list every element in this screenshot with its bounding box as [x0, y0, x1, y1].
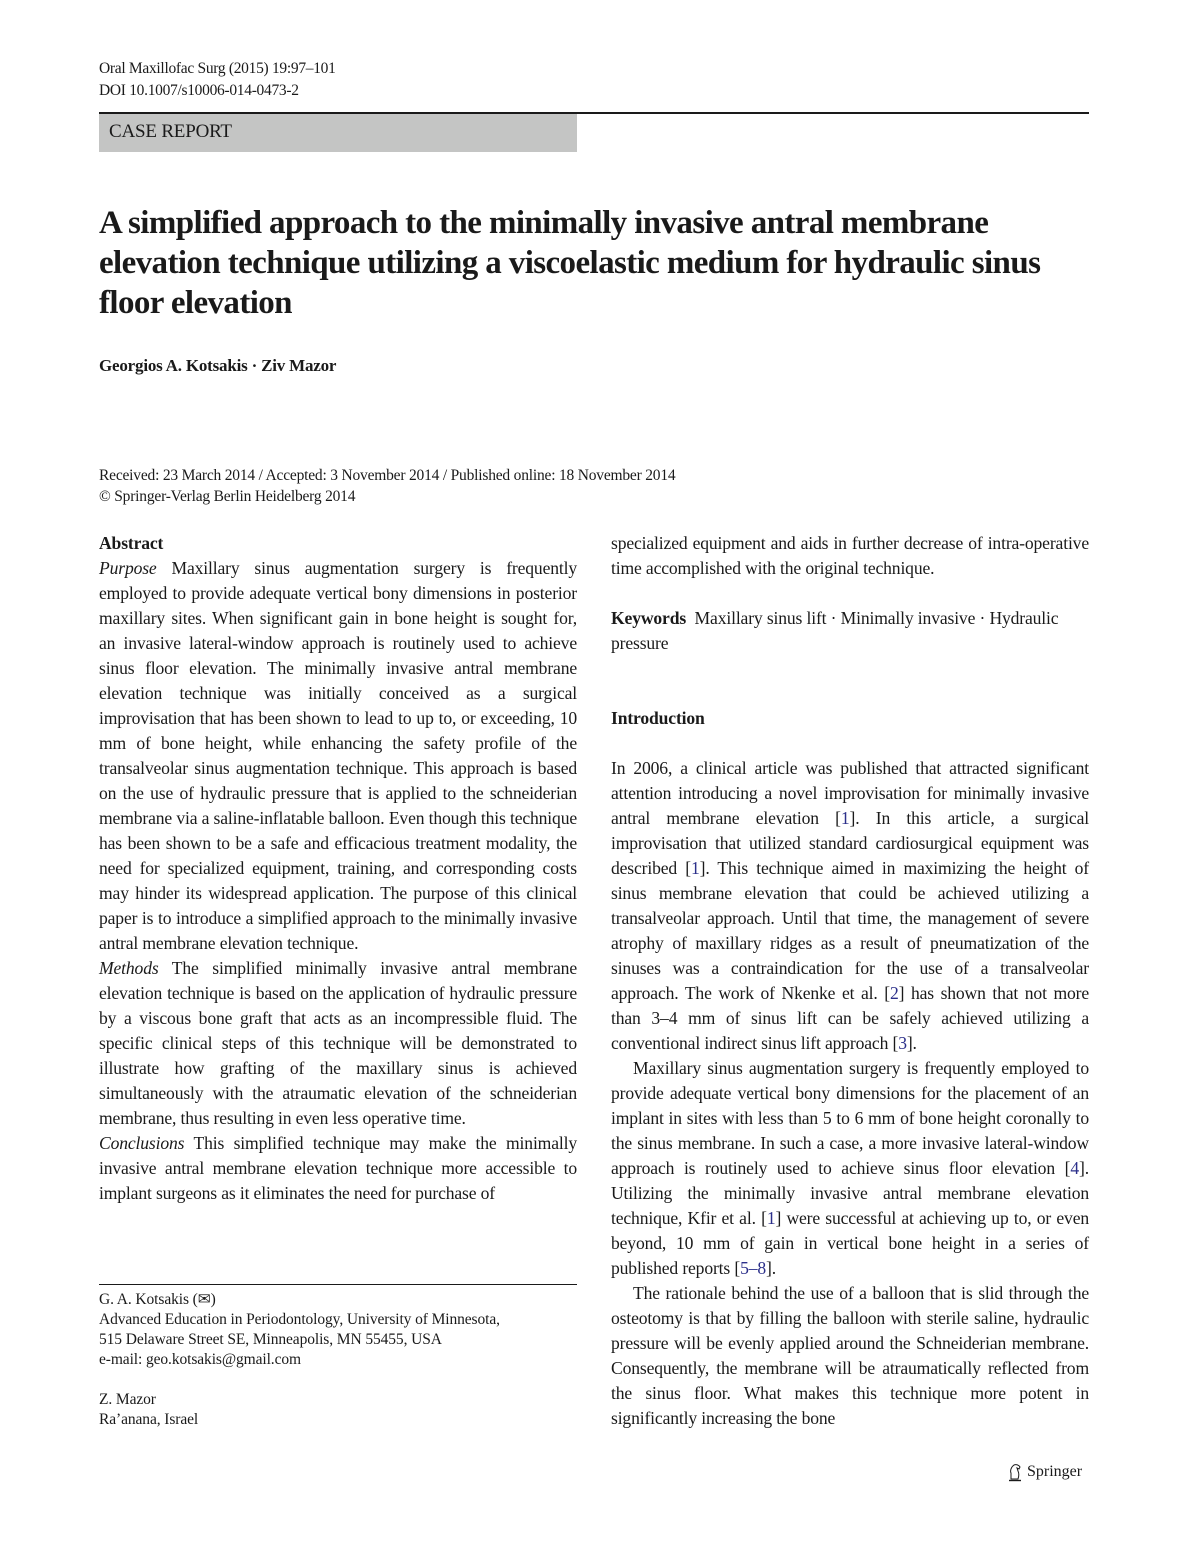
citation-link[interactable]: 1 — [690, 858, 700, 878]
citation-link[interactable]: 3 — [898, 1033, 907, 1053]
abstract-purpose — [99, 556, 577, 956]
text-run: ]. Utilizing the minimally invasive antral membrane elevation technique, Kfir et al. [ — [611, 1158, 1089, 1228]
conclusions-text: This simplified technique may make the minimally invasive antral membrane elevation technique more accessible to implant surgeons as it eliminates the need for purchase of — [99, 1133, 577, 1203]
citation-link[interactable]: 2 — [889, 983, 899, 1003]
article-type-label: CASE REPORT — [109, 121, 232, 142]
keywords — [611, 606, 1089, 656]
right-column — [611, 531, 1089, 1431]
text-run: ] were successful at achieving up to, or even beyond, 10 mm of gain in vertical bone height in a series of published reports [ — [611, 1208, 1090, 1278]
spacer — [611, 581, 1089, 606]
intro-paragraph-1 — [611, 756, 1089, 1056]
publisher-logo — [1007, 1462, 1082, 1482]
citation-link[interactable]: 4 — [1070, 1158, 1080, 1178]
abstract-methods — [99, 956, 577, 1131]
text-run: ]. In this article, a surgical improvisation that utilized standard cardiosurgical equipment was described [ — [611, 808, 1089, 878]
text-run: In 2006, a clinical article was published that attracted significant attention introducing a novel improvisation for minimally invasive antral membrane elevation [ — [611, 758, 1089, 828]
author2-name: Z. Mazor — [99, 1391, 156, 1408]
text-run: Maxillary sinus augmentation surgery is frequently employed to provide adequate vertical bony dimensions for the placement of an implant in sites with less than 5 to 6 mm of bone height coronally to the sinus membrane. In such a case, a more invasive lateral-window approach is routinely used to achieve sinus floor elevation [ — [611, 1058, 1089, 1178]
article-type-banner — [99, 114, 577, 152]
author2-affiliation: Ra’anana, Israel — [99, 1411, 199, 1428]
author-affiliations — [99, 1290, 577, 1430]
text-run: ]. — [906, 1033, 917, 1053]
citation-link[interactable]: 5–8 — [740, 1258, 767, 1278]
methods-text: The simplified minimally invasive antral membrane elevation technique is based on the application of hydraulic pressure by a viscous bone graft that acts as an incompressible fluid. The specific clinical steps of this technique will be demonstrated to illustrate how grafting of the maxillary sinus is achieved simultaneously with the atraumatic elevation of the schneiderian membrane, thus resulting in even less operative time. — [99, 958, 577, 1128]
keywords-text: Maxillary sinus lift · Minimally invasive · Hydraulic pressure — [611, 608, 1059, 653]
author1-email[interactable]: e-mail: geo.kotsakis@gmail.com — [99, 1351, 301, 1368]
publication-dates — [99, 465, 675, 507]
abstract-conclusions — [99, 1131, 577, 1206]
springer-horse-icon — [1007, 1462, 1023, 1482]
conclusions-label: Conclusions — [99, 1133, 185, 1153]
journal-citation: Oral Maxillofac Surg (2015) 19:97–101 — [99, 60, 336, 77]
abstract-heading: Abstract — [99, 533, 164, 553]
spacer — [611, 656, 1089, 706]
article-title: A simplified approach to the minimally invasive antral membrane elevation technique utilizing a viscoelastic medium for hydraulic sinus floor elevation — [99, 205, 1041, 321]
purpose-label: Purpose — [99, 558, 157, 578]
intro-paragraph-3: The rationale behind the use of a balloon that is slid through the osteotomy is that by filling the balloon with sterile saline, hydraulic pressure will be evenly applied around the Schneiderian membrane. Consequently, the membrane will be atraumatically reflected from the sinus floor. What makes this technique more potent in significantly increasing the bone — [611, 1283, 1089, 1428]
text-run: ]. — [766, 1258, 776, 1278]
left-column — [99, 531, 577, 1206]
introduction-heading: Introduction — [611, 708, 705, 728]
doi: DOI 10.1007/s10006-014-0473-2 — [99, 82, 299, 99]
abstract-conclusions-continued: specialized equipment and aids in further decrease of intra-operative time accomplished with the original technique. — [611, 533, 1089, 578]
publisher-name: Springer — [1027, 1463, 1083, 1480]
history-dates: Received: 23 March 2014 / Accepted: 3 November 2014 / Published online: 18 November 2014 — [99, 467, 676, 484]
author1-name: G. A. Kotsakis (✉) — [99, 1291, 216, 1308]
author-list: Georgios A. Kotsakis · Ziv Mazor — [99, 356, 337, 375]
citation-link[interactable]: 1 — [766, 1208, 776, 1228]
methods-label: Methods — [99, 958, 159, 978]
keywords-label: Keywords — [611, 608, 687, 628]
purpose-text: Maxillary sinus augmentation surgery is frequently employed to provide adequate vertical bony dimensions in posterior maxillary sites. When significant gain in bone height is sought for, an invasive lateral-window approach is routinely used to achieve sinus floor elevation. The minimally invasive antral membrane elevation technique was initially conceived as a surgical improvisation that has been shown to lead to up to, or exceeding, 10 mm of bone height, while enhancing the safety profile of the transalveolar sinus augmentation technique. This approach is based on the use of hydraulic pressure that is applied to the schneiderian membrane via a saline-inflatable balloon. Even though this technique has been shown to be a safe and efficacious treatment modality, the need for specialized equipment, training, and corresponding costs may hinder its widespread application. The purpose of this clinical paper is to introduce a simplified approach to the minimally invasive antral membrane elevation technique. — [99, 558, 578, 953]
text-run: ]. This technique aimed in maximizing the height of sinus membrane elevation that could be achieved utilizing a transalveolar approach. Until that time, the management of severe atrophy of maxillary ridges as a result of pneumatization of the sinuses was a contraindication for the use of a transalveolar approach. The work of Nkenke et al. [ — [611, 858, 1089, 1003]
spacer — [99, 1370, 577, 1390]
journal-meta — [99, 58, 336, 102]
author1-affiliation-line1: Advanced Education in Periodontology, University of Minnesota, — [99, 1311, 500, 1328]
author1-affiliation-line2: 515 Delaware Street SE, Minneapolis, MN 55455, USA — [99, 1331, 442, 1348]
spacer — [611, 731, 1089, 756]
citation-link[interactable]: 1 — [840, 808, 850, 828]
text-run: ] has shown that not more than 3–4 mm of sinus lift can be safely achieved utilizing a conventional indirect sinus lift approach [ — [611, 983, 1089, 1053]
footnote-rule — [99, 1284, 577, 1285]
intro-paragraph-2 — [611, 1056, 1089, 1281]
copyright: © Springer-Verlag Berlin Heidelberg 2014 — [99, 488, 356, 505]
